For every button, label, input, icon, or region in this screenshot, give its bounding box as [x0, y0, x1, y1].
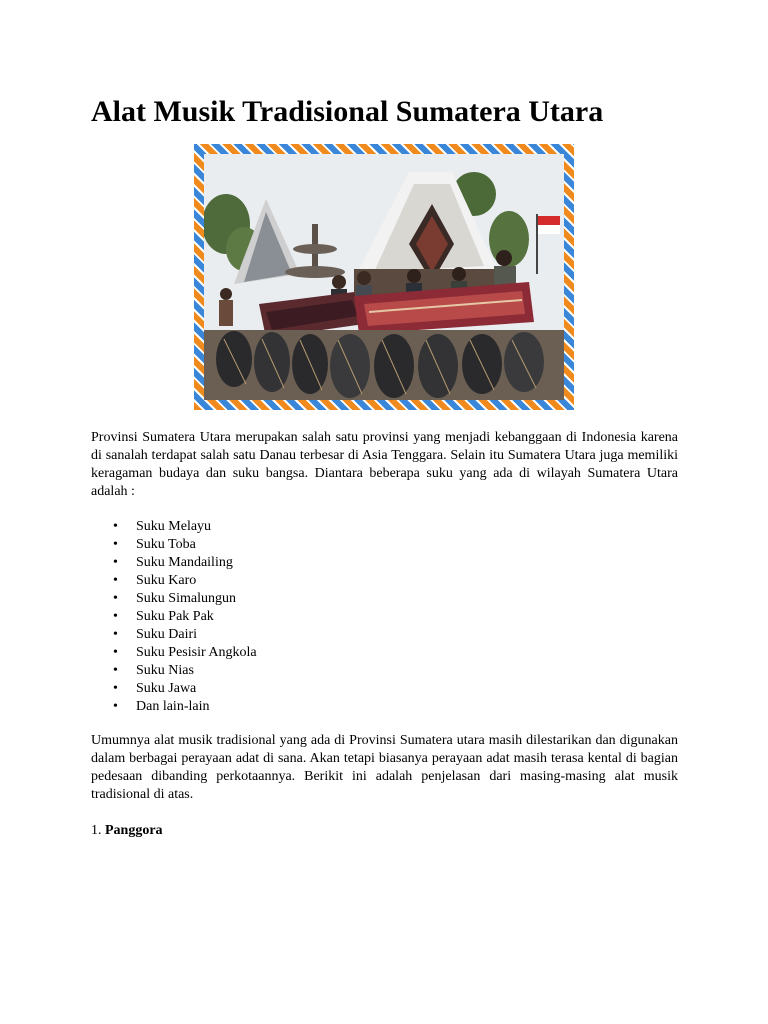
list-item-label: Suku Jawa	[136, 681, 197, 696]
list-item-label: Suku Nias	[136, 663, 194, 678]
list-item-label: Suku Melayu	[136, 519, 212, 534]
intro-paragraph: Provinsi Sumatera Utara merupakan salah satu provinsi yang menjadi kebanggaan di Indonesia karena di sanalah terdapat salah satu Danau terbesar di Asia Tenggara. Selain itu Sumatera Utara juga memiliki keragaman budaya dan suku bangsa. Diantara beberapa suku yang ada di wilayah Sumatera Utara adalah :	[91, 430, 678, 499]
bullet-icon: •	[113, 555, 118, 570]
section-title: Panggora	[105, 823, 163, 838]
list-item-label: Suku Dairi	[136, 627, 198, 642]
bullet-icon: •	[113, 537, 118, 552]
bullet-icon: •	[113, 609, 118, 624]
list-item-label: Dan lain-lain	[136, 699, 210, 714]
list-item-label: Suku Toba	[136, 537, 196, 552]
list-item	[113, 608, 257, 626]
list-item	[113, 554, 257, 572]
list-item-label: Suku Pak Pak	[136, 609, 214, 624]
list-item	[113, 590, 257, 608]
list-item	[113, 680, 257, 698]
list-item-label: Suku Karo	[136, 573, 197, 588]
list-item-label: Suku Simalungun	[136, 591, 236, 606]
bullet-icon: •	[113, 591, 118, 606]
list-item	[113, 572, 257, 590]
list-item	[113, 518, 257, 536]
list-item	[113, 662, 257, 680]
list-item-label: Suku Pesisir Angkola	[136, 645, 257, 660]
bullet-icon: •	[113, 573, 118, 588]
bullet-icon: •	[113, 681, 118, 696]
list-item	[113, 644, 257, 662]
photo-frame	[194, 144, 574, 410]
instruments-paragraph: Umumnya alat musik tradisional yang ada di Provinsi Sumatera utara masih dilestarikan dan digunakan dalam berbagai perayaan adat di sana. Akan tetapi biasanya perayaan adat masih terasa kental di bagian pedesaan dibanding perkotaannya. Berikit ini adalah penjelasan dari masing-masing alat musik tradisional di atas.	[91, 733, 678, 802]
list-item	[113, 626, 257, 644]
bullet-icon: •	[113, 645, 118, 660]
bullet-icon: •	[113, 663, 118, 678]
bullet-icon: •	[113, 519, 118, 534]
bullet-icon: •	[113, 699, 118, 714]
section-heading	[91, 822, 163, 840]
bullet-icon: •	[113, 627, 118, 642]
list-item	[113, 536, 257, 554]
list-item	[113, 698, 257, 716]
list-item-label: Suku Mandailing	[136, 555, 233, 570]
section-number: 1.	[91, 823, 102, 838]
traditional-drums-photo	[204, 154, 564, 400]
document-title: Alat Musik Tradisional Sumatera Utara	[91, 95, 604, 128]
tribe-list	[113, 518, 257, 716]
